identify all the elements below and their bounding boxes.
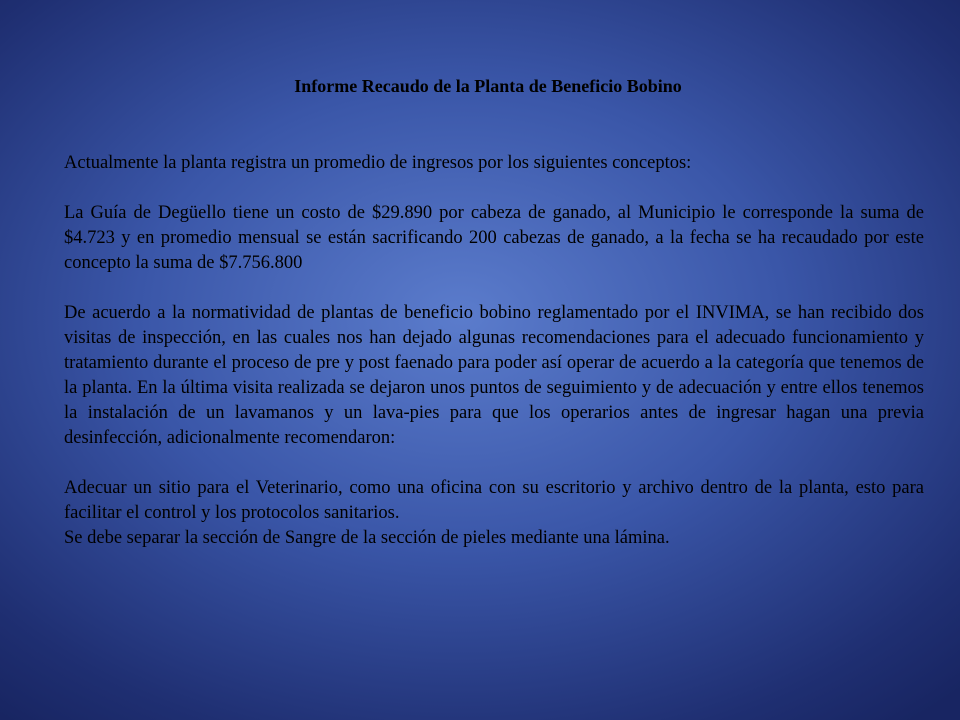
paragraph-intro: Actualmente la planta registra un promedio de ingresos por los siguientes conceptos:	[64, 153, 692, 173]
paragraph-guia-deguello: La Guía de Degüello tiene un costo de $29.890 por cabeza de ganado, al Municipio le corresponde la suma de $4.723 y en promedio mensual se están sacrificando 200 cabezas de ganado, a la fecha se ha recaudado por este concepto la suma de $7.756.800	[64, 203, 924, 273]
paragraph-invima: De acuerdo a la normatividad de plantas de beneficio bobino reglamentado por el INVIMA, se han recibido dos visitas de inspección, en las cuales nos han dejado algunas recomendaciones para el adecuado funcionamiento y tratamiento durante el proceso de pre y post faenado para poder así operar de acuerdo a la categoría que tenemos de la planta. En la última visita realizada se dejaron unos puntos de seguimiento y de adecuación y entre ellos tenemos la instalación de un lavamanos y un lava-pies para que los operarios antes de ingresar hagan una previa desinfección, adicionalmente recomendaron:	[64, 303, 924, 448]
slide-title: Informe Recaudo de la Planta de Beneficio Bobino	[294, 76, 682, 96]
paragraph-veterinario: Adecuar un sitio para el Veterinario, como una oficina con su escritorio y archivo dentro de la planta, esto para facilitar el control y los protocolos sanitarios.	[64, 478, 924, 523]
slide-body	[64, 151, 924, 551]
paragraph-seccion-sangre: Se debe separar la sección de Sangre de la sección de pieles mediante una lámina.	[64, 528, 670, 548]
